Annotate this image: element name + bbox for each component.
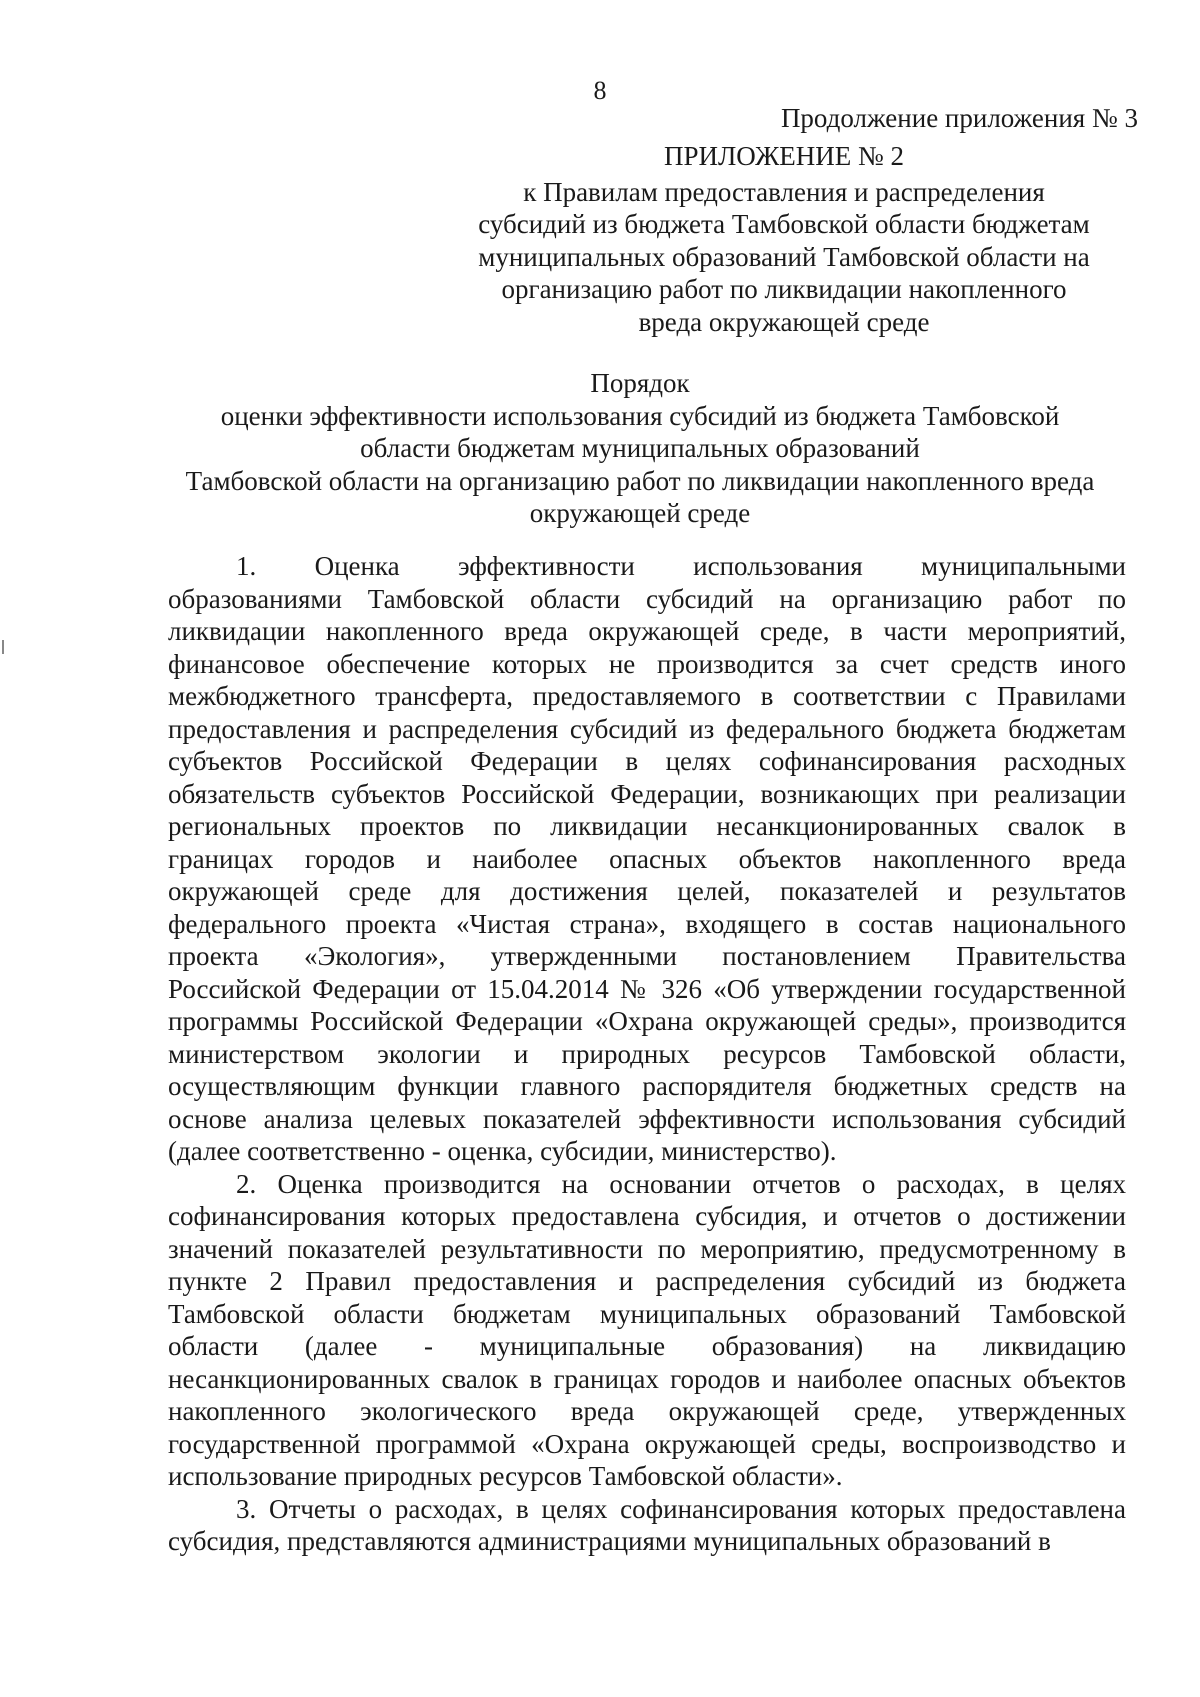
text-line: основе анализа целевых показателей эффективности использования субсидий [168, 1103, 1126, 1134]
text-line: границах городов и наиболее опасных объектов накопленного вреда [168, 843, 1126, 874]
document-title-line: окружающей среде [529, 498, 751, 528]
text-line: предоставления и распределения субсидий из федерального бюджета бюджетам [168, 713, 1126, 744]
text-line: пункте 2 Правил предоставления и распределения субсидий из бюджета [168, 1266, 1126, 1296]
paragraph-1 [168, 550, 1126, 1168]
text-line: накопленного экологического вреда окружающей среде, утвержденных [168, 1396, 1126, 1426]
text-line: министерством экологии и природных ресурсов Тамбовской области, [168, 1038, 1126, 1069]
document-title-line: оценки эффективности использования субсидий из бюджета Тамбовской [220, 400, 1060, 431]
text-line: Тамбовской области бюджетам муниципальных образований Тамбовской [168, 1298, 1126, 1329]
text-line: (далее соответственно - оценка, субсидии, министерство). [168, 1136, 837, 1166]
text-line: финансовое обеспечение которых не производится за счет средств иного [168, 648, 1126, 679]
page-number: 8 [593, 76, 607, 105]
appendix-title: ПРИЛОЖЕНИЕ № 2 [663, 141, 905, 171]
appendix-subtitle-line: к Правилам предоставления и распределения [523, 176, 1045, 207]
text-line: государственной программой «Охрана окружающей среды, воспроизводство и [168, 1428, 1126, 1459]
text-line: Российской Федерации от 15.04.2014 № 326 «Об утверждении государственной [168, 973, 1126, 1004]
text-line: 2. Оценка производится на основании отчетов о расходах, в целях [236, 1168, 1126, 1199]
appendix-subtitle-line: вреда окружающей среде [638, 306, 930, 337]
document-title [150, 367, 1130, 530]
document-body [168, 550, 1126, 1558]
text-line: межбюджетного трансферта, предоставляемого в соответствии с Правилами [168, 681, 1126, 711]
text-line: образованиями Тамбовской области субсидий на организацию работ по [168, 583, 1126, 614]
text-line: софинансирования которых предоставлена субсидия, и отчетов о достижении [168, 1201, 1126, 1231]
document-title-line: области бюджетам муниципальных образований [360, 433, 920, 463]
text-line: субсидия, представляются администрациями муниципальных образований в [168, 1526, 1051, 1556]
appendix-subtitle [444, 176, 1124, 339]
text-line: окружающей среде для достижения целей, показателей и результатов [168, 876, 1126, 906]
scan-margin-mark [2, 640, 4, 654]
appendix-subtitle-line: организацию работ по ликвидации накопленного [501, 274, 1067, 304]
appendix-subtitle-line: субсидий из бюджета Тамбовской области бюджетам [478, 209, 1090, 239]
text-line: использование природных ресурсов Тамбовской области». [168, 1461, 843, 1491]
text-line: проекта «Экология», утвержденными постановлением Правительства [168, 941, 1126, 971]
document-heading: Порядок [590, 368, 690, 398]
text-line: обязательств субъектов Российской Федерации, возникающих при реализации [168, 778, 1126, 809]
paragraph-3 [168, 1493, 1126, 1558]
text-line: ликвидации накопленного вреда окружающей среде, в части мероприятий, [168, 616, 1126, 646]
document-title-line: Тамбовской области на организацию работ по ликвидации накопленного вреда [185, 465, 1095, 496]
appendix-header [444, 140, 1124, 338]
text-line: значений показателей результативности по мероприятию, предусмотренному в [168, 1233, 1126, 1264]
appendix-subtitle-line: муниципальных образований Тамбовской области на [478, 241, 1090, 272]
text-line: 1. Оценка эффективности использования муниципальными [236, 551, 1126, 581]
text-line: области (далее - муниципальные образования) на ликвидацию [168, 1331, 1126, 1361]
text-line: программы Российской Федерации «Охрана окружающей среды», производится [168, 1006, 1126, 1036]
text-line: осуществляющим функции главного распорядителя бюджетных средств на [168, 1071, 1126, 1101]
text-line: несанкционированных свалок в границах городов и наиболее опасных объектов [168, 1363, 1126, 1394]
paragraph-2 [168, 1168, 1126, 1493]
text-line: региональных проектов по ликвидации несанкционированных свалок в [168, 811, 1126, 841]
text-line: субъектов Российской Федерации в целях софинансирования расходных [168, 746, 1126, 776]
continuation-note: Продолжение приложения № 3 [780, 103, 1138, 133]
text-line: 3. Отчеты о расходах, в целях софинансирования которых предоставлена [236, 1493, 1126, 1524]
text-line: федерального проекта «Чистая страна», входящего в состав национального [168, 908, 1126, 939]
